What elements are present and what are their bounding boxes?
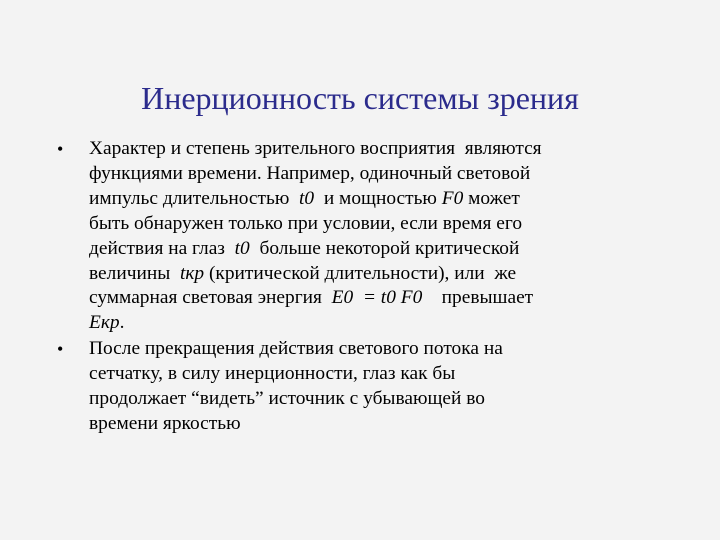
bullet-line [89, 412, 677, 437]
bullet-list [57, 137, 677, 438]
bullet-line [89, 286, 677, 311]
bullet-line [89, 187, 677, 212]
slide-title: Инерционность системы зрения [141, 80, 579, 116]
bullet-line [89, 337, 677, 362]
body-text: превышает [422, 287, 534, 309]
formula-text: Eкр [89, 312, 120, 334]
body-text: может [463, 187, 520, 209]
formula-text: tкр [179, 262, 205, 284]
bullet-line [89, 362, 677, 387]
body-text: больше некоторой критической [249, 237, 520, 259]
bullet-line [89, 137, 677, 162]
body-text: и мощностью [314, 187, 442, 209]
body-text: продолжает “видеть” источник с убывающей во [89, 388, 485, 410]
bullet-line [89, 212, 677, 237]
body-text: Характер и степень зрительного восприятия являются [89, 138, 542, 159]
bullet-item-2 [57, 337, 677, 437]
body-text: действия на глаз [89, 237, 235, 259]
formula-text: E0 = t0 F0 [331, 287, 423, 309]
bullet-text-1 [57, 137, 677, 336]
bullet-marker: • [57, 139, 64, 159]
body-text: быть обнаружен только при условии, если время его [89, 212, 523, 234]
body-text: . [119, 312, 125, 334]
body-text: импульс длительностью [89, 187, 300, 209]
body-text: суммарная световая энергия [89, 287, 332, 309]
body-text: величины [89, 262, 180, 284]
formula-text: F0 [441, 187, 464, 209]
bullet-item-1 [57, 137, 677, 336]
bullet-line [89, 237, 677, 262]
body-text: функциями времени. Например, одиночный световой [89, 162, 531, 184]
bullet-line [89, 387, 677, 412]
bullet-line [89, 262, 677, 287]
bullet-marker: • [57, 339, 64, 360]
bullet-text-2 [57, 337, 677, 437]
body-text: (критической длительности), или же [204, 262, 517, 284]
body-text: времени яркостью [89, 412, 241, 434]
bullet-line [89, 311, 677, 336]
bullet-line [89, 162, 677, 187]
body-text: После прекращения действия светового потока на [89, 338, 503, 360]
formula-text: t0 [234, 237, 250, 259]
body-text: сетчатку, в силу инерционности, глаз как бы [89, 363, 456, 385]
formula-text: t0 [299, 187, 315, 209]
